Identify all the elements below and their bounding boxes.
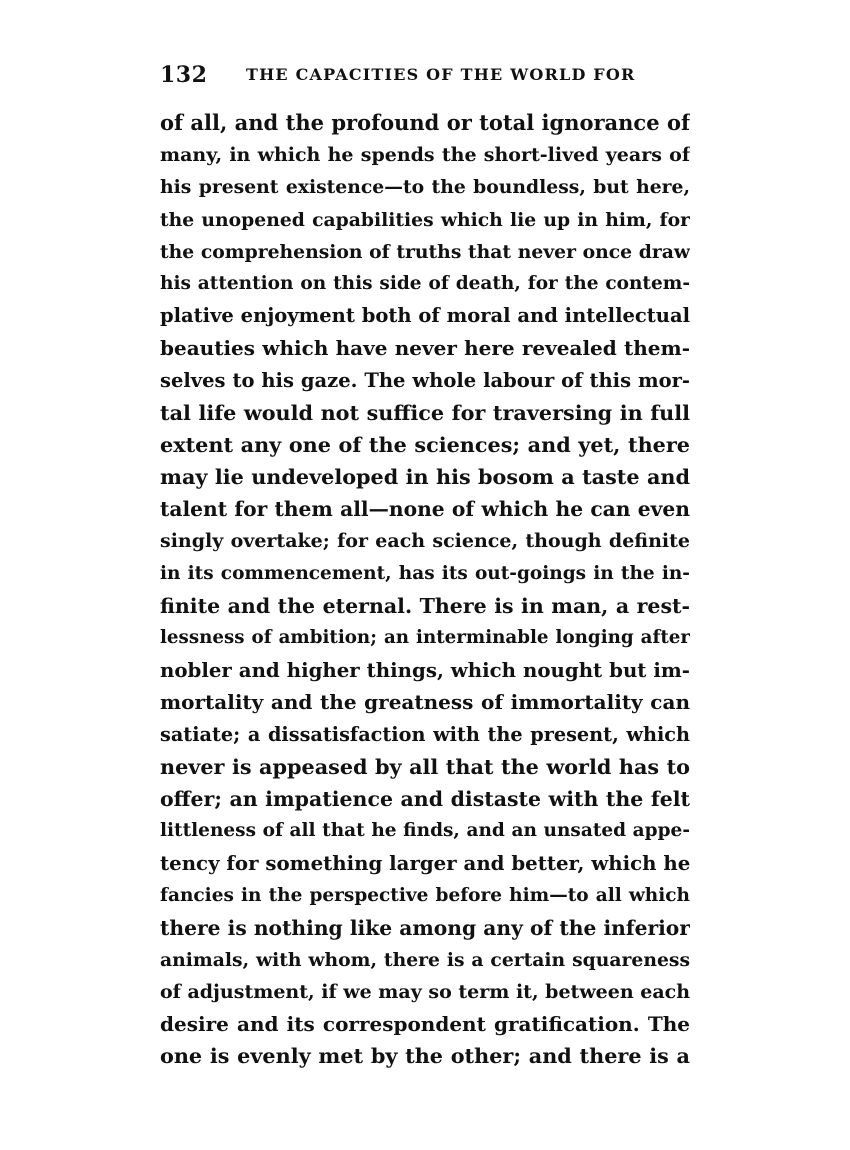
text-line: nobler and higher things, which nought but im- [160, 658, 690, 683]
text-line: his attention on this side of death, for the contem- [160, 272, 690, 294]
text-line: lessness of ambition; an interminable longing after [160, 627, 690, 648]
text-line: one is evenly met by the other; and there is a [160, 1044, 690, 1069]
body-text [160, 107, 690, 1073]
text-line: plative enjoyment both of moral and intellectual [160, 304, 690, 328]
text-line: mortality and the greatness of immortality can [160, 690, 690, 715]
text-line: of adjustment, if we may so term it, between each [160, 981, 690, 1004]
text-line: littleness of all that he finds, and an unsated appe- [160, 820, 690, 842]
text-line: animals, with whom, there is a certain squareness [160, 948, 690, 971]
text-line: in its commencement, has its out-goings in the in- [160, 562, 690, 584]
text-line: may lie undeveloped in his bosom a taste and [160, 465, 690, 490]
text-line: of all, and the profound or total ignorance of [160, 110, 690, 135]
text-line: many, in which he spends the short-lived years of [160, 144, 690, 167]
text-line: singly overtake; for each science, though definite [160, 530, 690, 553]
running-title: THE CAPACITIES OF THE WORLD FOR [246, 65, 636, 84]
text-line: the unopened capabilities which lie up in him, for [160, 208, 690, 231]
text-line: finite and the eternal. There is in man, a rest- [160, 593, 690, 618]
text-line: the comprehension of truths that never once draw [160, 240, 690, 263]
text-line: desire and its correspondent gratification. The [160, 1012, 690, 1037]
text-line: never is appeased by all that the world has to [160, 754, 690, 779]
text-line: satiate; a dissatisfaction with the present, which [160, 722, 690, 746]
text-line: tal life would not suffice for traversing in full [160, 400, 690, 425]
text-line: selves to his gaze. The whole labour of this mor- [160, 368, 690, 392]
text-line: fancies in the perspective before him—to all which [160, 884, 690, 906]
text-line: his present existence—to the boundless, but here, [160, 176, 690, 199]
text-line: extent any one of the sciences; and yet, there [160, 432, 690, 457]
running-head [160, 62, 690, 92]
text-line: there is nothing like among any of the inferior [160, 915, 690, 940]
text-line: offer; an impatience and distaste with the felt [160, 786, 690, 811]
page-number: 132 [160, 62, 208, 88]
text-line: beauties which have never here revealed them- [160, 336, 690, 361]
text-line: talent for them all—none of which he can even [160, 497, 690, 522]
text-line: tency for something larger and better, which he [160, 851, 690, 876]
